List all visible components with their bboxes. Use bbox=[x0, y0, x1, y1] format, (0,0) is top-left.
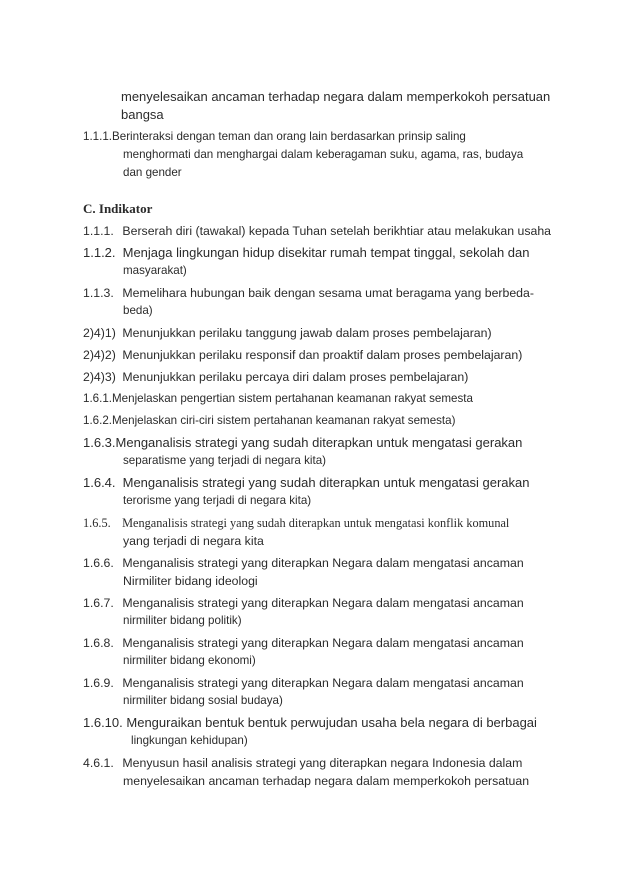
list-item-line: menghormati dan menghargai dalam keberagaman suku, agama, ras, budaya bbox=[123, 148, 524, 161]
item-number: 1.6.8. bbox=[83, 636, 114, 650]
list-item bbox=[83, 346, 538, 364]
item-continuation: menyelesaikan ancaman terhadap negara dalam memperkokoh persatuan bbox=[123, 774, 530, 788]
list-item-first-line bbox=[83, 128, 538, 146]
item-number: 1.6.2. bbox=[83, 414, 113, 427]
list-item bbox=[83, 222, 552, 240]
list-item bbox=[83, 244, 538, 280]
list-item bbox=[83, 714, 538, 750]
item-number: 1.6.9. bbox=[83, 676, 114, 690]
paragraph-line: menyelesaikan ancaman terhadap negara dalam memperkokoh persatuan bbox=[121, 89, 551, 104]
item-number: 1.6.5. bbox=[83, 516, 111, 530]
item-continuation: separatisme yang terjadi di negara kita) bbox=[123, 454, 326, 467]
item-continuation: Nirmiliter bidang ideologi bbox=[123, 574, 258, 588]
list-item bbox=[83, 412, 538, 430]
item-number: 1.1.1. bbox=[83, 224, 114, 238]
item-continuation: yang terjadi di negara kita bbox=[123, 534, 264, 548]
item-text: Menganalisis strategi yang sudah diterapkan untuk mengatasi konflik komunal bbox=[122, 516, 510, 530]
item-text: Memelihara hubungan baik dengan sesama umat beragama yang berbeda- bbox=[122, 286, 534, 300]
item-number: 1.1.2. bbox=[83, 245, 116, 260]
item-text: Menyusun hasil analisis strategi yang diterapkan negara Indonesia dalam bbox=[122, 756, 523, 770]
item-number: 1.6.1. bbox=[83, 392, 113, 405]
item-text: Menunjukkan perilaku tanggung jawab dalam proses pembelajaran) bbox=[122, 326, 492, 340]
item-text: Menunjukkan perilaku percaya diri dalam proses pembelajaran) bbox=[122, 370, 469, 384]
item-continuation: beda) bbox=[123, 304, 153, 317]
section-heading: C. Indikator bbox=[83, 201, 153, 216]
item-number: 1.6.6. bbox=[83, 556, 114, 570]
list-item bbox=[83, 594, 538, 630]
item-text: Menganalisis strategi yang sudah diterapkan untuk mengatasi gerakan bbox=[115, 435, 523, 450]
list-item bbox=[83, 324, 538, 342]
item-continuation: lingkungan kehidupan) bbox=[131, 734, 248, 747]
indicator-list bbox=[83, 222, 552, 794]
list-item bbox=[83, 514, 538, 550]
top-continuation bbox=[83, 88, 551, 124]
item-number: 1.6.4. bbox=[83, 475, 116, 490]
list-item bbox=[83, 474, 538, 510]
list-item bbox=[83, 634, 538, 670]
item-text: Menganalisis strategi yang diterapkan Negara dalam mengatasi ancaman bbox=[122, 596, 524, 610]
item-number: 2)4)2) bbox=[83, 348, 116, 362]
item-number: 4.6.1. bbox=[83, 756, 114, 770]
item-number: 2)4)1) bbox=[83, 326, 116, 340]
item-number: 2)4)3) bbox=[83, 370, 116, 384]
list-item bbox=[83, 284, 538, 320]
item-continuation: nirmiliter bidang sosial budaya) bbox=[123, 694, 283, 707]
item-continuation: masyarakat) bbox=[123, 264, 187, 277]
list-item bbox=[83, 434, 538, 470]
list-item bbox=[83, 368, 538, 386]
item-text: Berinteraksi dengan teman dan orang lain berdasarkan prinsip saling bbox=[112, 130, 466, 143]
list-item bbox=[83, 754, 538, 790]
list-item bbox=[83, 390, 538, 408]
item-text: Menjelaskan ciri-ciri sistem pertahanan keamanan rakyat semesta) bbox=[112, 414, 456, 427]
item-text: Berserah diri (tawakal) kepada Tuhan setelah berikhtiar atau melakukan usaha bbox=[122, 224, 552, 238]
item-number: 1.6.10. bbox=[83, 715, 123, 730]
paragraph-line: bangsa bbox=[121, 107, 164, 122]
list-item-line: dan gender bbox=[123, 166, 182, 179]
item-text: Menunjukkan perilaku responsif dan proaktif dalam proses pembelajaran) bbox=[122, 348, 523, 362]
item-number: 1.1.1. bbox=[83, 130, 113, 143]
item-text: Menjelaskan pengertian sistem pertahanan keamanan rakyat semesta bbox=[112, 392, 473, 405]
item-text: Menganalisis strategi yang sudah diterapkan untuk mengatasi gerakan bbox=[122, 475, 530, 490]
item-text: Menganalisis strategi yang diterapkan Negara dalam mengatasi ancaman bbox=[122, 636, 524, 650]
item-text: Menganalisis strategi yang diterapkan Negara dalam mengatasi ancaman bbox=[122, 556, 524, 570]
item-continuation: nirmiliter bidang politik) bbox=[123, 614, 242, 627]
list-item bbox=[83, 674, 538, 710]
item-number: 1.6.3. bbox=[83, 435, 116, 450]
list-item bbox=[83, 554, 538, 590]
item-text: Menganalisis strategi yang diterapkan Negara dalam mengatasi ancaman bbox=[122, 676, 524, 690]
top-item bbox=[83, 128, 538, 182]
item-continuation: terorisme yang terjadi di negara kita) bbox=[123, 494, 312, 507]
item-number: 1.1.3. bbox=[83, 286, 114, 300]
item-continuation: nirmiliter bidang ekonomi) bbox=[123, 654, 256, 667]
item-text: Menguraikan bentuk bentuk perwujudan usaha bela negara di berbagai bbox=[126, 715, 537, 730]
item-number: 1.6.7. bbox=[83, 596, 114, 610]
item-text: Menjaga lingkungan hidup disekitar rumah tempat tinggal, sekolah dan bbox=[122, 245, 530, 260]
